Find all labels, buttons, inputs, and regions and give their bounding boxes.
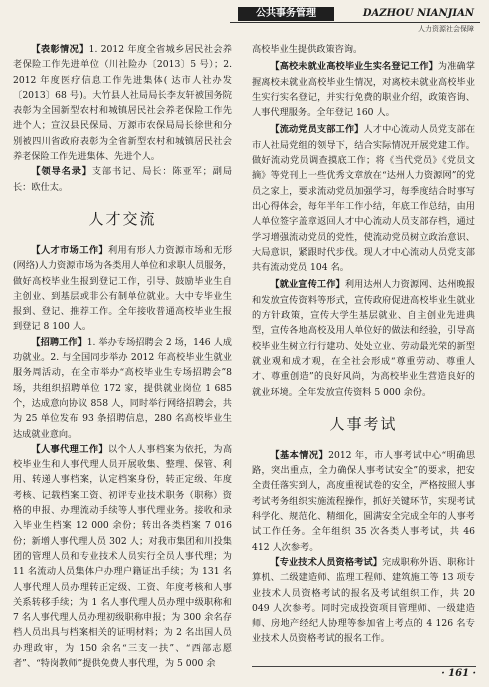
section-title-talent-exchange: 人才交流	[88, 209, 157, 228]
paragraph-label: 【基本情况】	[270, 449, 329, 461]
paragraph-text: 人才中心流动人员党支部在市人社局党组的领导下，结合实际情况开展党建工作。做好流动党员调查摸底工作；将《当代党员》《党员文摘》等党刊上一些优秀文章放在“达州人力资源网”的党员之家上，要求流动党员加强学习，每季度结合时事写出心得体会，每年半年工作小结，年底工作总结，由用人单位签字盖章返回人才中心流动人员支部存档，通过学习增强流动党员的党性，使流动党员树立政治意识、大局意识，紧跟时代步伐。现人才中心流动人员党支部共有流动党员 104 名。	[252, 124, 476, 274]
paragraph-leaders	[13, 164, 232, 195]
paragraph-label: 【表彰情况】	[31, 44, 89, 55]
header-rule	[230, 22, 480, 23]
paragraph-graduate-registration	[252, 59, 475, 120]
paragraph-label: 【专业技术人员资格考试】	[270, 556, 383, 568]
footer-rule	[252, 666, 476, 667]
right-column	[252, 42, 475, 647]
paragraph-label: 【人才市场工作】	[31, 244, 108, 256]
paragraph-personnel-agency	[13, 442, 232, 671]
paragraph-text: 完成职称外语、职称计算机、二级建造师、监理工程师、建筑施工等 13 项专业技术人员资格考试的报名及考试组织工作，共 20 049 人次参考。同时完成投资项目管理师、一级建造师、房地产经纪人协理等参加省上考点的 4 126 名专业技术人员资格考试的报名工作。	[252, 556, 476, 645]
paragraph-text: 1. 2012 年度全省城乡居民社会养老保险工作先进单位（川社险办〔2013〕5 号）；2. 2012 年度医疗信息工作先进集体( 达市人社办发〔2013〕68 号)。大竹县人社局局长李友轩被国务院表彰为全国新型农村和城镇居民社会养老保险工作先进个人；宣汉县民保局、万源市农保局局长徐世和分别被四川省政府表彰为全省新型农村和城镇居民社会养老保险工作先进集体、先进个人。	[13, 44, 232, 163]
paragraph-commendation	[13, 42, 232, 164]
paragraph-label: 【招聘工作】	[31, 336, 87, 348]
paragraph-basic-situation	[252, 448, 475, 555]
header-subtitle: 人力资源社会保障	[418, 25, 474, 33]
paragraph-text: 利用达州人力资源网、达州晚报和发放宣传资料等形式，宣传政府促进高校毕业生就业的方针政策，宣传大学生基层就业、自主创业先进典型，宣传各地高校及用人单位好的做法和经验，引导高校毕业生树立行行建功、处处立业、劳动最光荣的新型就业观和成才观，在全社会形成“尊重劳动、尊重人才、尊重创造”的良好风尚，为高校毕业生营造良好的就业环境。全年发放宣传资料 5 000 余份。	[252, 279, 476, 398]
page-number: · 161 ·	[441, 668, 476, 679]
section-title-personnel-exam: 人事考试	[329, 414, 398, 433]
running-header	[0, 0, 489, 40]
paragraph-recruitment	[13, 335, 232, 442]
paragraph-text: 2012 年，市人事考试中心“明确思路，突出重点，全力确保人事考试安全”的要求，把安全责任落实到人，高度重视试卷的安全，严格按照人事考试考务组织实施流程操作，抓好关键环节，实现考试科学化、规范化、精细化，圆满安全完成全年的人事考试工作任务。全年组织 35 次各类人事考试，共 46 412 人次参考。	[252, 449, 476, 553]
paragraph-continuation: 高校毕业生提供政策咨询。	[252, 44, 363, 55]
paragraph-label: 【高校未就业高校毕业生实名登记工作】	[270, 61, 438, 73]
paragraph-party-branch	[252, 122, 475, 275]
paragraph-label: 【就业宣传工作】	[270, 279, 345, 291]
paragraph-label: 【人事代理工作】	[31, 443, 108, 455]
paragraph-text: 1. 举办专场招聘会 2 场，146 人成功就业。2. 与全国同步举办 2012 年高校毕业生就业服务周活动，在全市举办“高校毕业生专场招聘会”8 场，共组织招聘单位 172 家，提供就业岗位 1 685 个，达成意向协议 858 人，同时举行网络招聘会，共为 25 单位发布 93 条招聘信息，280 名高校毕业生达成就业意向。	[13, 336, 232, 440]
paragraph-text: 支部书记、局长：陈亚军；副局长：欧仕太。	[13, 166, 233, 193]
section-tag: 公共事务管理	[238, 7, 334, 21]
paragraph-text: 以个人人事档案为依托，为高校毕业生和人事代理人员开展收集、整理、保管、利用、转递人事档案，认定档案身份，转正定级、年度考核、记载档案工资、初评专业技术职务（职称）资格的申报、办理流动手续等人事代理业务。接收和录入毕业生档案 12 000 余份；转出各类档案 7 016 份；新增人事代理人员 302 人；对我市集团和川投集团的管理人员和专业技术人员实行全员人事代理；为 11 名流动人员集体户办理户籍证出手续；为 131 名人事代理人员办理转正定级、工资、年度考核和人事关系转移手续；为 1 名人事代理人员办理中级职称和 7 名人事代理人员办理初级职称申报；为 300 余名存档人员出具与档案相关的证明材料；为 2 名出国人员办理政审，为 150 余名“三支一扶”、“西部志愿者”、“特岗教师”提供免费人事代理，为 5 000 余	[13, 443, 233, 669]
paragraph-employment-promotion	[252, 277, 475, 399]
paragraph-text: 为准确掌握离校未就业高校毕业生情况，对离校未就业高校毕业生实行实名登记，并实行免费的职业介绍，政策咨询、人事代理服务。全年登记 160 人。	[252, 61, 476, 119]
left-column	[13, 42, 232, 671]
journal-name: DAZHOU NIANJIAN	[362, 8, 474, 19]
paragraph-label: 【流动党员支部工作】	[270, 124, 364, 136]
paragraph-qualification-exam	[252, 555, 475, 647]
paragraph-talent-market	[13, 243, 232, 335]
paragraph-label: 【领导名录】	[31, 166, 92, 178]
paragraph-text: 利用有形人力资源市场和无形(网络)人力资源市场为各类用人单位和求职人员服务，做好高校毕业生报到登记工作，引导、鼓励毕业生自主创业、到基层或非公有制单位就业。大中专毕业生报到、登记、推荐工作。全年接收普通高校毕业生报到登记 8 100 人。	[13, 244, 233, 333]
